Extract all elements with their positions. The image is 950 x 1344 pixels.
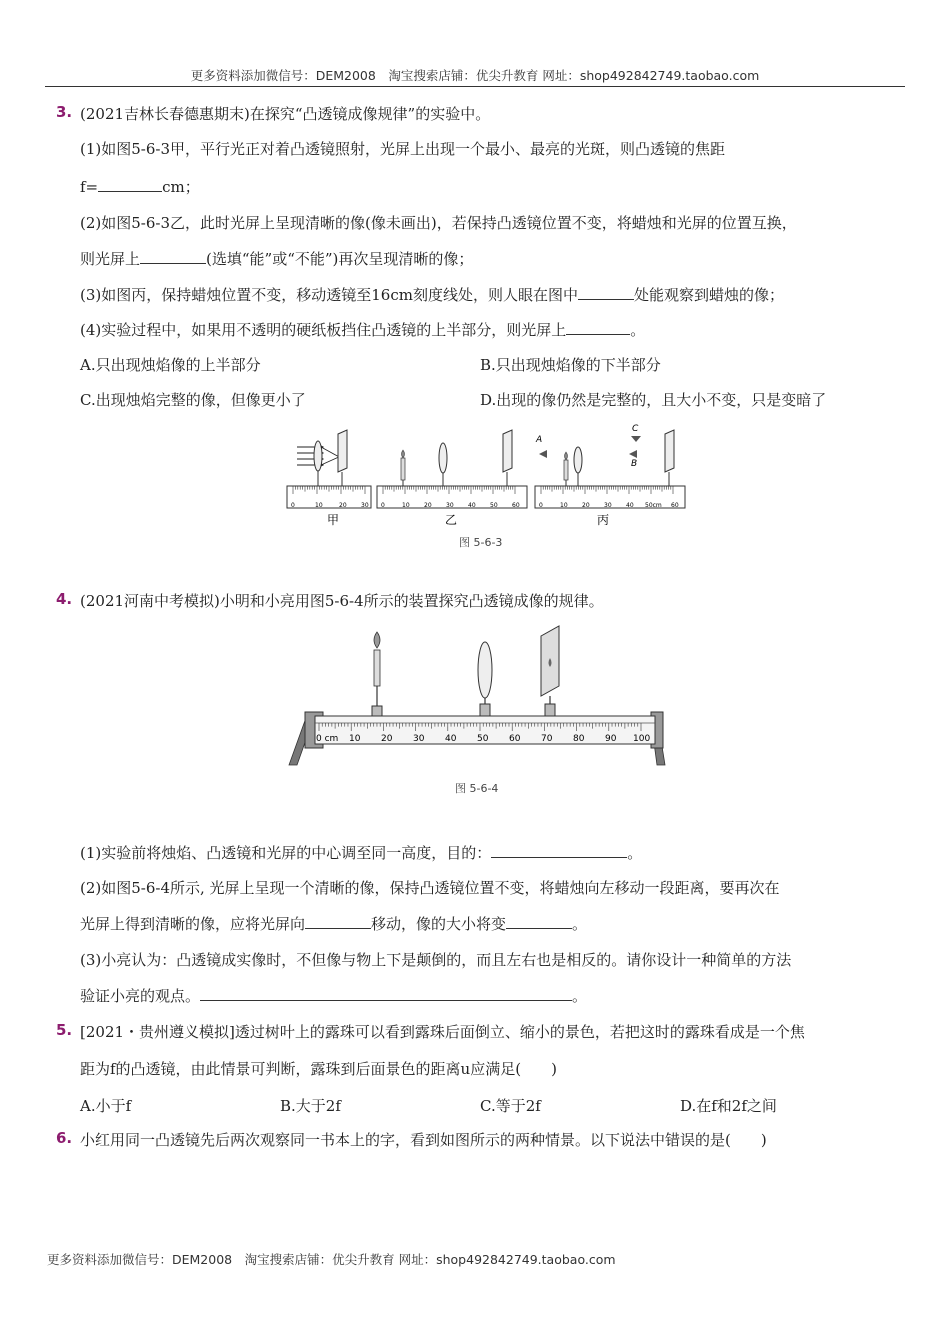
q3-part1-line1: (1)如图5-6-3甲，平行光正对着凸透镜照射，光屏上出现一个最小、最亮的光斑，则凸透镜的焦距 bbox=[80, 140, 726, 158]
q3-part4-prefix: (4)实验过程中，如果用不透明的硬纸板挡住凸透镜的上半部分，则光屏上 bbox=[80, 321, 567, 339]
tick-jia-30: 30 bbox=[361, 502, 369, 509]
q4-part2-direction-blank[interactable] bbox=[305, 914, 371, 929]
tick-jia-10: 10 bbox=[315, 502, 323, 509]
q4-part1-blank[interactable] bbox=[491, 843, 627, 858]
page-header: 更多资料添加微信号：DEM2008 淘宝搜索店铺：优尖升教育 网址：shop492842749.taobao.com bbox=[190, 68, 760, 83]
tick-bing-40: 40 bbox=[626, 502, 634, 509]
tick-bing-50: 50cm bbox=[645, 502, 662, 509]
q3-part2-line1: (2)如图5-6-3乙，此时光屏上呈现清晰的像(像未画出)，若保持凸透镜位置不变，将蜡烛和光屏的位置互换， bbox=[80, 214, 797, 232]
label-bing: 丙 bbox=[597, 513, 610, 527]
tick-yi-20: 20 bbox=[424, 502, 432, 509]
q3-number: 3. bbox=[56, 103, 73, 121]
q4-stem: (2021河南中考模拟)小明和小亮用图5-6-4所示的装置探究凸透镜成像的规律。 bbox=[80, 592, 604, 610]
label-yi: 乙 bbox=[445, 513, 458, 527]
tick-yi-40: 40 bbox=[468, 502, 476, 509]
screen-5-6-4 bbox=[541, 626, 559, 716]
q5-option-a[interactable]: A.小于f bbox=[80, 1097, 132, 1115]
tick-yi-30: 30 bbox=[446, 502, 454, 509]
q5-stem-line1: [2021・贵州遵义模拟]透过树叶上的露珠可以看到露珠后面倒立、缩小的景色，若把这时的露珠看成是一个焦 bbox=[80, 1023, 805, 1041]
eye-b-icon bbox=[629, 450, 637, 458]
q6-stem: 小红用同一凸透镜先后两次观察同一书本上的字，看到如图所示的两种情景。以下说法中错误的是( ) bbox=[80, 1131, 767, 1149]
tick-bing-20: 20 bbox=[582, 502, 590, 509]
header-divider bbox=[45, 86, 905, 87]
q3-part3-suffix: 处能观察到蜡烛的像； bbox=[633, 286, 784, 304]
bench-tick-60: 60 bbox=[509, 734, 521, 744]
screen-bing bbox=[665, 430, 674, 472]
q3-part2-prefix: 则光屏上 bbox=[80, 250, 141, 268]
q3-focal-length-blank[interactable] bbox=[98, 177, 162, 192]
q4-part2-prefix: 光屏上得到清晰的像，应将光屏向 bbox=[80, 915, 306, 933]
candle-flame bbox=[374, 632, 380, 648]
eye-label-a: A bbox=[536, 435, 543, 445]
q4-part2-line2 bbox=[80, 913, 587, 934]
bench-tick-50: 50 bbox=[477, 734, 489, 744]
candle-yi bbox=[401, 458, 405, 480]
q4-number: 4. bbox=[56, 590, 73, 608]
q6-number: 6. bbox=[56, 1129, 73, 1147]
bench-tick-20: 20 bbox=[381, 734, 393, 744]
q4-part3-blank[interactable] bbox=[200, 986, 572, 1001]
q3-option-a[interactable]: A.只出现烛焰像的上半部分 bbox=[80, 356, 261, 374]
lens-bing bbox=[574, 447, 582, 473]
q4-part2-suffix: 。 bbox=[572, 915, 588, 933]
page-footer: 更多资料添加微信号：DEM2008 淘宝搜索店铺：优尖升教育 网址：shop492842749.taobao.com bbox=[47, 1252, 616, 1267]
flame-bing bbox=[565, 452, 568, 460]
figure-bing-panel bbox=[535, 424, 685, 527]
lens-5-6-4 bbox=[478, 642, 492, 716]
q5-option-c[interactable]: C.等于2f bbox=[480, 1097, 541, 1115]
q3-option-c[interactable]: C.出现烛焰完整的像，但像更小了 bbox=[80, 391, 306, 409]
q3-part2-suffix: (选填“能”或“不能”)再次呈现清晰的像； bbox=[206, 250, 474, 268]
q5-option-b[interactable]: B.大于2f bbox=[280, 1097, 341, 1115]
q4-part1-suffix: 。 bbox=[627, 844, 643, 862]
bench-tick-70: 70 bbox=[541, 734, 553, 744]
screen-yi bbox=[503, 430, 512, 472]
optical-bench bbox=[289, 712, 665, 765]
eye-label-b: B bbox=[631, 459, 638, 469]
q4-part1-prefix: (1)实验前将烛焰、凸透镜和光屏的中心调至同一高度，目的： bbox=[80, 844, 492, 862]
q3-part4-blank[interactable] bbox=[566, 320, 630, 335]
figure-5-6-4-caption: 图 5-6-4 bbox=[455, 782, 499, 795]
candle-5-6-4 bbox=[372, 632, 382, 716]
bench-tick-90: 90 bbox=[605, 734, 617, 744]
tick-jia-20: 20 bbox=[339, 502, 347, 509]
tick-bing-30: 30 bbox=[604, 502, 612, 509]
figure-yi-panel bbox=[377, 430, 527, 527]
q4-part1 bbox=[80, 842, 642, 863]
q4-part3-suffix: 。 bbox=[572, 987, 588, 1005]
q3-part1-line2 bbox=[80, 176, 200, 197]
q3-part4-suffix: 。 bbox=[630, 321, 646, 339]
q3-part4 bbox=[80, 319, 645, 340]
q3-option-d[interactable]: D.出现的像仍然是完整的，且大小不变，只是变暗了 bbox=[480, 391, 827, 409]
q5-stem-line2: 距为f的凸透镜，由此情景可判断，露珠到后面景色的距离u应满足( ) bbox=[80, 1060, 557, 1078]
tick-yi-10: 10 bbox=[402, 502, 410, 509]
q4-part3-line1: (3)小亮认为：凸透镜成实像时，不但像与物上下是颠倒的，而且左右也是相反的。请你设计一种简单的方法 bbox=[80, 951, 792, 969]
flame-yi bbox=[402, 450, 405, 458]
bench-tick-30: 30 bbox=[413, 734, 425, 744]
tick-jia-0: 0 bbox=[291, 502, 295, 509]
q3-part3-prefix: (3)如图丙，保持蜡烛位置不变，移动透镜至16cm刻度线处，则人眼在图中 bbox=[80, 286, 578, 304]
tick-bing-10: 10 bbox=[560, 502, 568, 509]
q4-part2-middle: 移动，像的大小将变 bbox=[371, 915, 507, 933]
figure-5-6-3 bbox=[285, 420, 690, 550]
eye-label-c: C bbox=[632, 424, 639, 434]
q3-part3 bbox=[80, 284, 784, 305]
label-jia: 甲 bbox=[327, 513, 340, 527]
lens-jia bbox=[314, 441, 322, 471]
q4-part2-size-blank[interactable] bbox=[506, 914, 572, 929]
figure-5-6-3-caption: 图 5-6-3 bbox=[459, 536, 503, 549]
candle-bing bbox=[564, 460, 568, 480]
lens-yi bbox=[439, 443, 447, 473]
tick-bing-60: 60 bbox=[671, 502, 679, 509]
bench-tick-80: 80 bbox=[573, 734, 585, 744]
q4-part3-line2 bbox=[80, 985, 587, 1006]
q3-part2-blank[interactable] bbox=[140, 249, 206, 264]
q5-number: 5. bbox=[56, 1021, 73, 1039]
bench-tick-40: 40 bbox=[445, 734, 457, 744]
tick-yi-0: 0 bbox=[381, 502, 385, 509]
tick-bing-0: 0 bbox=[539, 502, 543, 509]
bench-tick-10: 10 bbox=[349, 734, 361, 744]
q3-part3-blank[interactable] bbox=[578, 285, 634, 300]
eye-a-icon bbox=[539, 450, 547, 458]
bench-tick-0: 0 cm bbox=[316, 734, 339, 744]
q3-part1-prefix: f= bbox=[80, 178, 99, 196]
tick-yi-60: 60 bbox=[512, 502, 520, 509]
q4-part3-prefix: 验证小亮的观点。 bbox=[80, 987, 201, 1005]
q4-part2-line1: (2)如图5-6-4所示, 光屏上呈现一个清晰的像，保持凸透镜位置不变，将蜡烛向左移动一段距离，要再次在 bbox=[80, 879, 780, 897]
figure-jia-panel bbox=[287, 430, 371, 527]
eye-c-icon bbox=[631, 436, 641, 442]
bench-tick-100: 100 bbox=[633, 734, 651, 744]
figure-5-6-4 bbox=[285, 620, 670, 805]
q3-stem: (2021吉林长春德惠期末)在探究“凸透镜成像规律”的实验中。 bbox=[80, 105, 491, 123]
q3-option-b[interactable]: B.只出现烛焰像的下半部分 bbox=[480, 356, 661, 374]
screen-jia bbox=[338, 430, 347, 472]
q3-part1-suffix: cm； bbox=[162, 178, 200, 196]
tick-yi-50: 50 bbox=[490, 502, 498, 509]
q3-part2-line2 bbox=[80, 248, 473, 269]
q5-option-d[interactable]: D.在f和2f之间 bbox=[680, 1097, 777, 1115]
